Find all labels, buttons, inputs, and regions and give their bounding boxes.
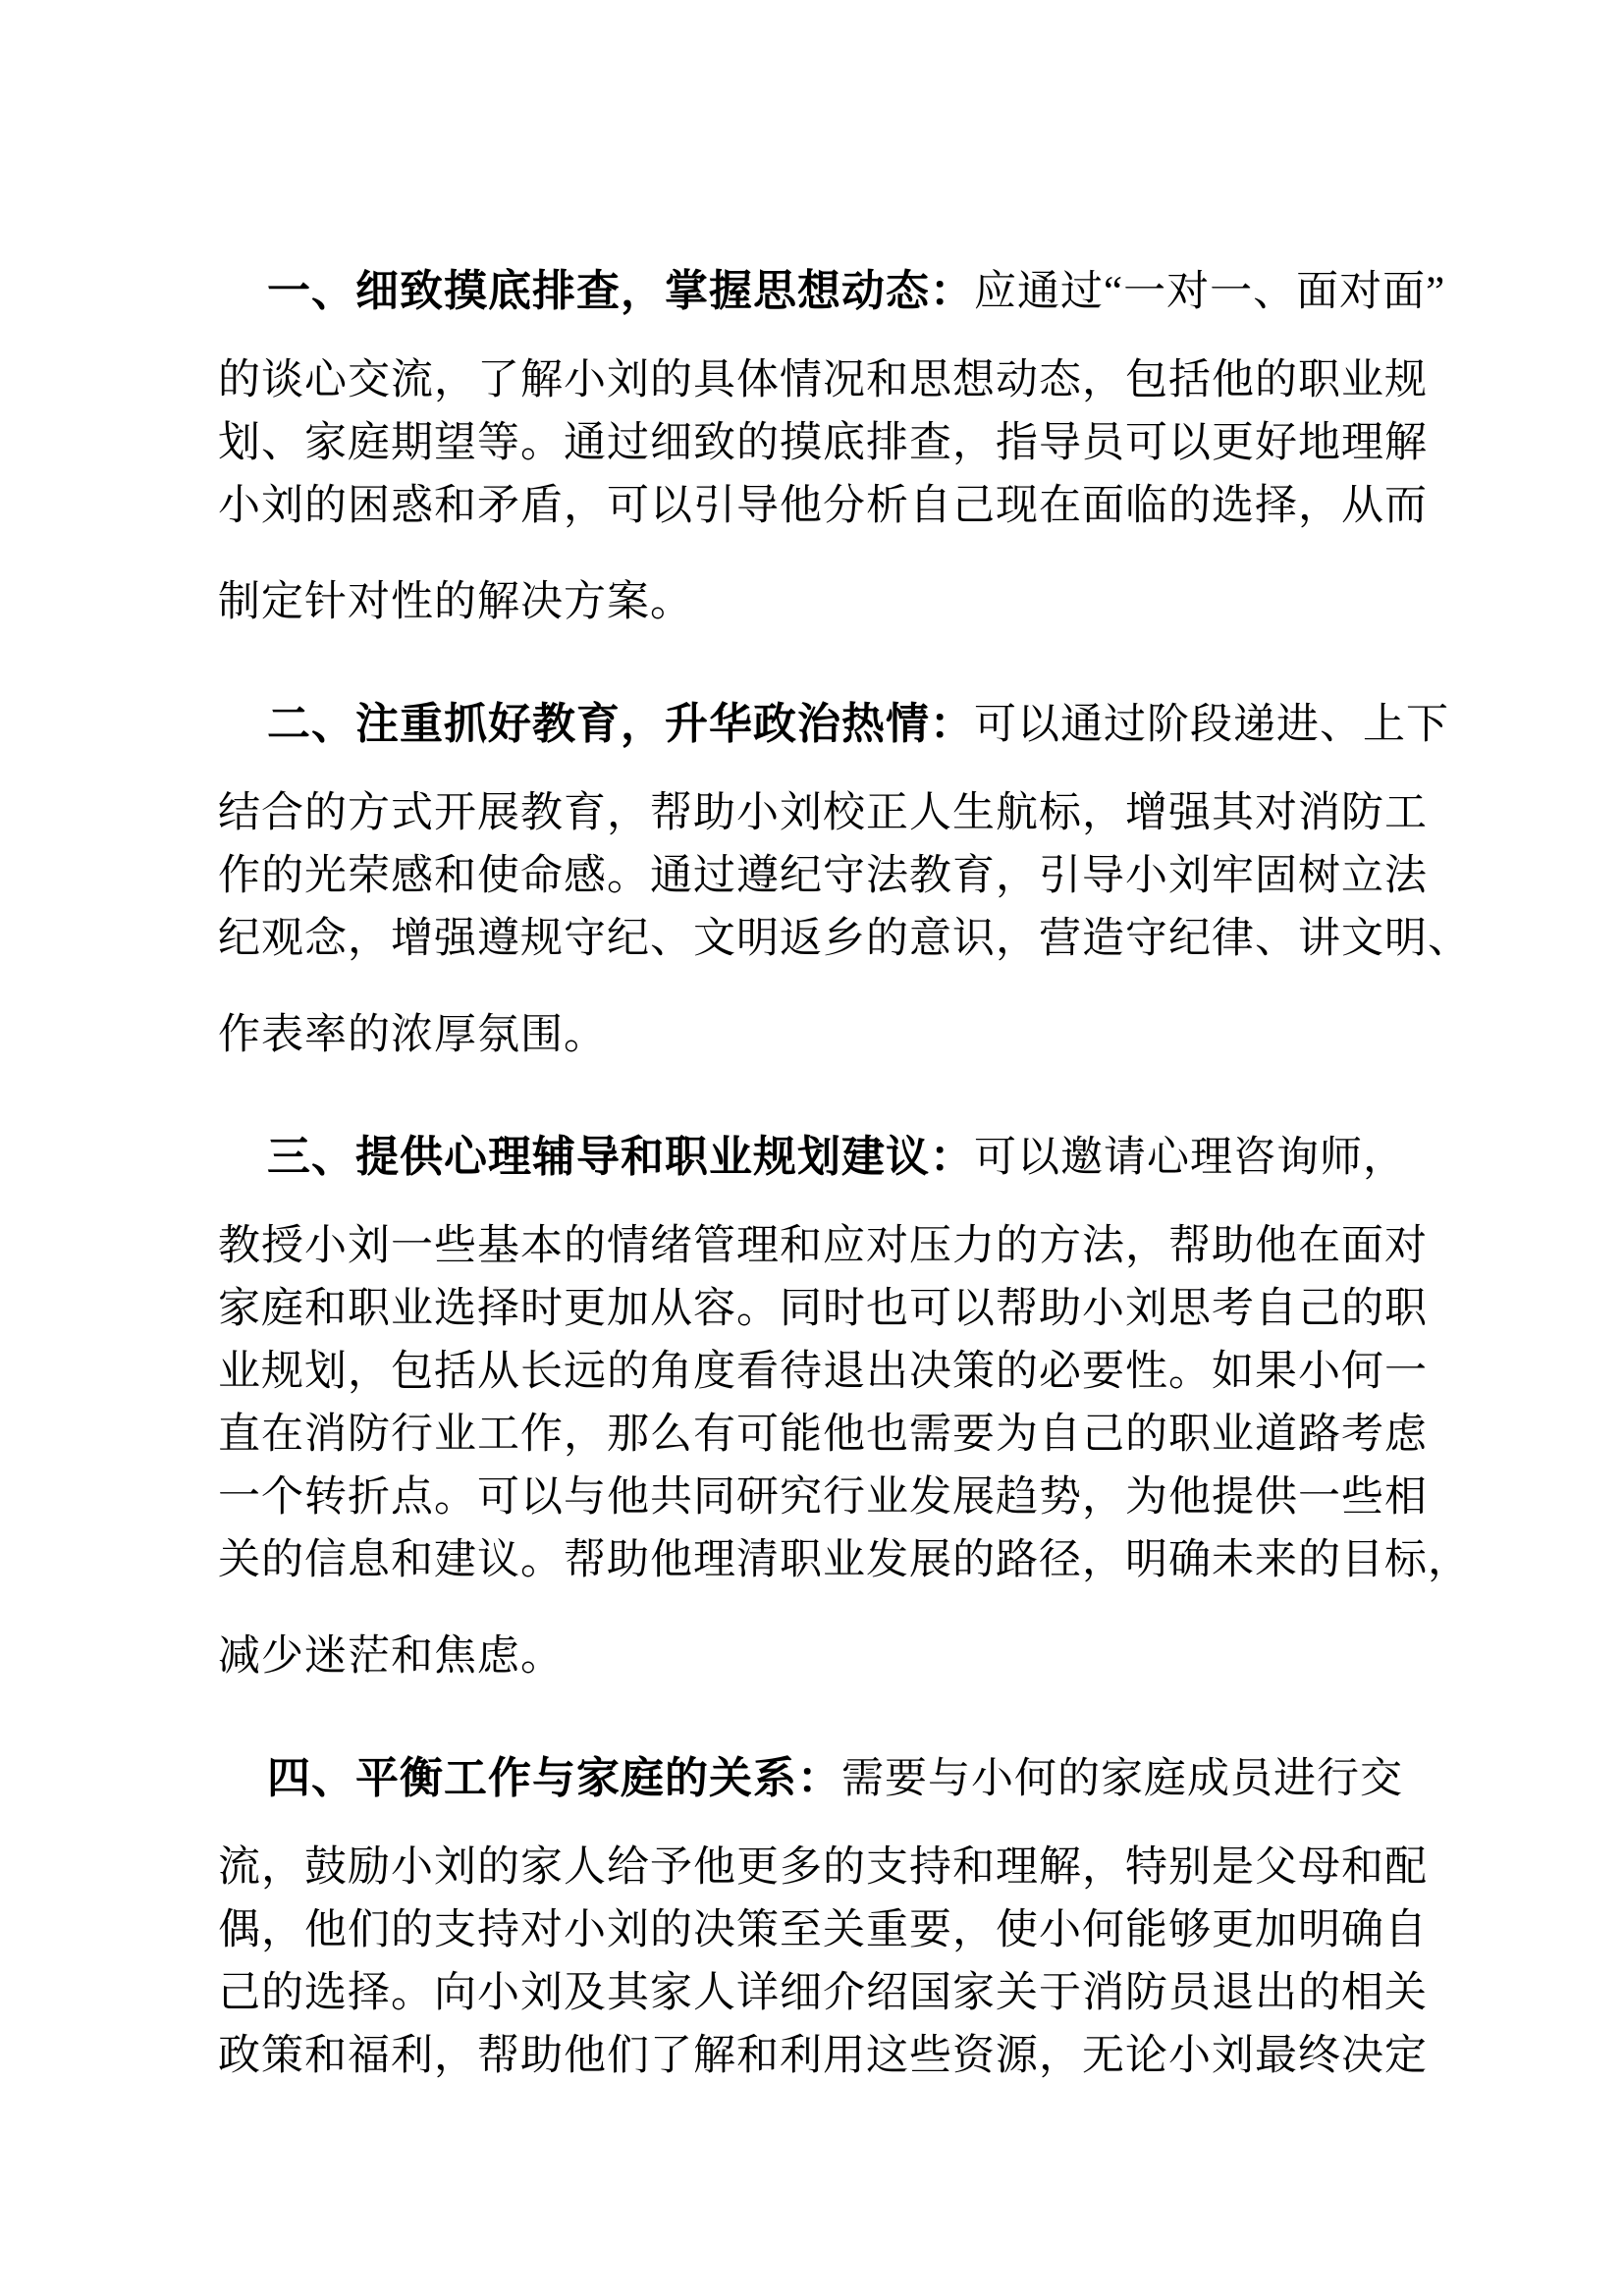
section-2-heading-bold: 二、注重抓好教育，升华政治热情：: [267, 700, 974, 748]
section-3-heading: [218, 1126, 1477, 1190]
text-line: 划、家庭期望等。通过细致的摸底排查，指导员可以更好地理解: [218, 420, 1428, 466]
section-4-heading-bold: 四、平衡工作与家庭的关系：: [267, 1754, 841, 1802]
text-line: 作的光荣感和使命感。通过遵纪守法教育，引导小刘牢固树立法: [218, 853, 1428, 899]
section-2-heading-rest: 可以通过阶段递进、上下: [974, 702, 1449, 748]
text-line: 一个转折点。可以与他共同研究行业发展趋势，为他提供一些相: [218, 1474, 1428, 1521]
section-2: [218, 693, 1477, 1067]
text-line: 业规划，包括从长远的角度看待退出决策的必要性。如果小何一: [218, 1349, 1428, 1395]
text-line: 的谈心交流，了解小刘的具体情况和思想动态，包括他的职业规: [218, 357, 1428, 403]
text-line: 偶，他们的支持对小刘的决策至关重要，使小何能够更加明确自: [218, 1907, 1428, 1953]
section-4-heading-rest: 需要与小何的家庭成员进行交: [841, 1756, 1403, 1802]
section-1-body: [218, 349, 1477, 538]
section-1: [218, 260, 1477, 634]
text-line: 政策和福利，帮助他们了解和利用这些资源，无论小刘最终决定: [218, 2033, 1428, 2079]
text-line: 家庭和职业选择时更加从容。同时也可以帮助小刘思考自己的职: [218, 1286, 1428, 1332]
section-2-body: [218, 782, 1477, 971]
section-2-heading: [218, 693, 1477, 757]
text-line: 教授小刘一些基本的情绪管理和应对压力的方法，帮助他在面对: [218, 1223, 1428, 1269]
section-3: [218, 1126, 1477, 1688]
text-line: 关的信息和建议。帮助他理清职业发展的路径，明确未来的目标，: [218, 1537, 1471, 1583]
section-4-body: [218, 1837, 1477, 2088]
text-line: 纪观念，增强遵规守纪、文明返乡的意识，营造守纪律、讲文明、: [218, 916, 1471, 962]
section-4: [218, 1747, 1477, 2088]
section-3-heading-bold: 三、提供心理辅导和职业规划建议：: [267, 1133, 974, 1181]
text-line: 流，鼓励小刘的家人给予他更多的支持和理解，特别是父母和配: [218, 1844, 1428, 1891]
section-1-heading-rest: 应通过“一对一、面对面”: [974, 269, 1446, 315]
text-line: 直在消防行业工作，那么有可能他也需要为自己的职业道路考虑: [218, 1412, 1428, 1458]
section-3-tail-line: 减少迷茫和焦虑。: [218, 1633, 564, 1680]
section-1-tail-line: 制定针对性的解决方案。: [218, 579, 693, 625]
text-line: 结合的方式开展教育，帮助小刘校正人生航标，增强其对消防工: [218, 790, 1428, 836]
section-3-body: [218, 1215, 1477, 1592]
section-1-heading: [218, 260, 1477, 324]
section-3-heading-rest: 可以邀请心理咨询师，: [974, 1135, 1406, 1181]
text-line: 小刘的困惑和矛盾，可以引导他分析自己现在面临的选择，从而: [218, 483, 1428, 529]
section-1-heading-bold: 一、细致摸底排查，掌握思想动态：: [267, 267, 974, 315]
text-line: 己的选择。向小刘及其家人详细介绍国家关于消防员退出的相关: [218, 1970, 1428, 2016]
section-2-tail-line: 作表率的浓厚氛围。: [218, 1012, 607, 1058]
section-4-heading: [218, 1747, 1477, 1811]
